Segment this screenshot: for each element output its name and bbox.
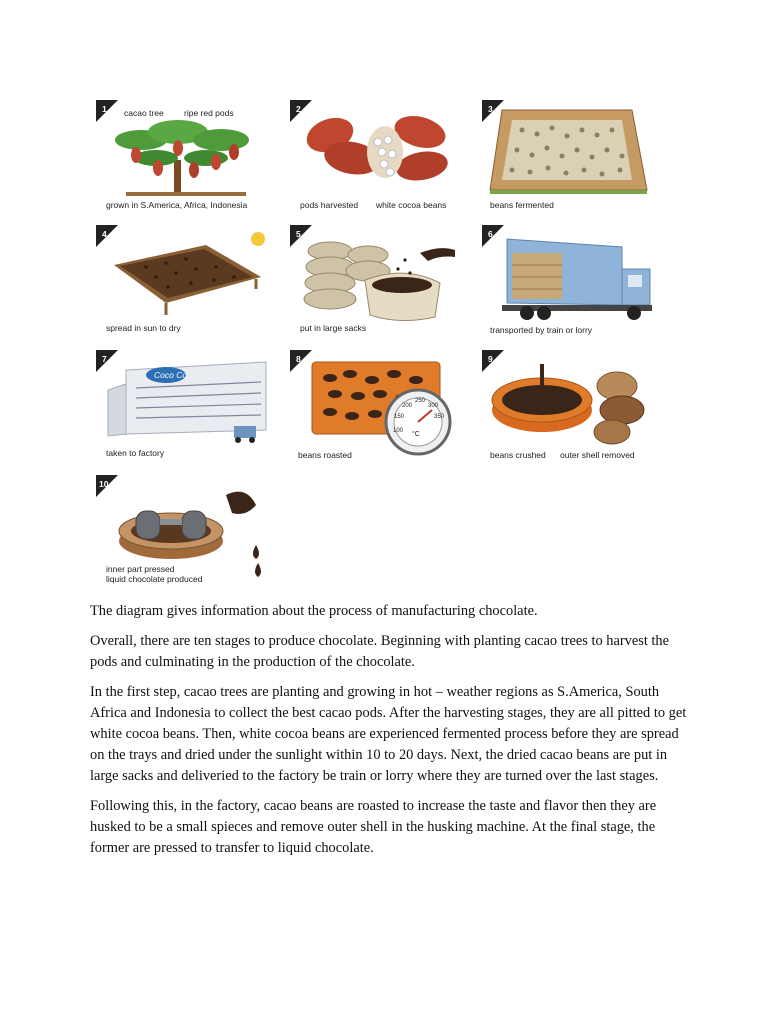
- badge-number: 3: [488, 104, 493, 114]
- label-put-in-sacks: put in large sacks: [300, 323, 367, 333]
- stage-8-panel: [290, 350, 460, 468]
- gauge-tick-label: 200: [402, 403, 413, 409]
- badge-number: 10: [99, 479, 109, 489]
- stage-9-panel: [482, 350, 652, 468]
- gauge-tick-label: 100: [393, 428, 404, 434]
- stage-6-panel: [482, 225, 652, 343]
- label-pods-harvested: pods harvested: [300, 200, 359, 210]
- essay-paragraph: The diagram gives information about the process of manufacturing chocolate.: [90, 603, 538, 619]
- essay-paragraph: In the first step, cacao trees are planting and growing in hot – weather regions as S.America, South Africa and Indonesia to collect the best cacao pods. After the harvesting stages, they are all pitted to get white cocoa beans. Then, white cocoa beans are experienced fermented process before they are spread on the trays and dried under the sunlight within 10 to 20 days. Next, the dried cacao beans are put in large sacks and deliveried to the factory be train or lorry where they are turned over the last stages.: [90, 684, 687, 784]
- label-transported: transported by train or lorry: [490, 325, 593, 335]
- badge-number: 1: [102, 104, 107, 114]
- label-beans-roasted: beans roasted: [298, 450, 352, 460]
- badge-number: 7: [102, 354, 107, 364]
- stage-5-panel: [290, 225, 460, 343]
- gauge-tick-label: 350: [434, 414, 445, 420]
- stage-2-panel: [290, 100, 460, 218]
- badge-number: 5: [296, 229, 301, 239]
- label-cacao-tree: cacao tree: [124, 108, 164, 118]
- label-liquid-chocolate: liquid chocolate produced: [106, 574, 203, 584]
- stage-4-panel: [96, 225, 266, 343]
- essay-paragraph: Following this, in the factory, cacao beans are roasted to increase the taste and flavor then they are husked to be a small spieces and remove outer shell in the husking machine. At the final stage, the former are pressed to transfer to liquid chocolate.: [90, 798, 657, 856]
- badge-number: 6: [488, 229, 493, 239]
- factory-sign-text: Coco Co: [154, 370, 188, 380]
- gauge-tick-label: 250: [415, 398, 426, 404]
- stage-1-panel: [96, 100, 266, 218]
- caption-grown: grown in S.America, Africa, Indonesia: [106, 200, 248, 210]
- essay-body: [90, 601, 690, 868]
- gauge-tick-label: 150: [394, 414, 405, 420]
- label-inner-part-pressed: inner part pressed: [106, 564, 175, 574]
- stage-10-panel: [96, 475, 266, 593]
- badge-number: 9: [488, 354, 493, 364]
- essay-paragraph: Overall, there are ten stages to produce chocolate. Beginning with planting cacao trees to harvest the pods and culminating in the production of the chocolate.: [90, 633, 670, 670]
- label-spread-in-sun: spread in sun to dry: [106, 323, 181, 333]
- badge-number: 4: [102, 229, 107, 239]
- stage-7-panel: [96, 350, 266, 468]
- badge-number: 8: [296, 354, 301, 364]
- badge-number: 2: [296, 104, 301, 114]
- label-beans-fermented: beans fermented: [490, 200, 554, 210]
- label-taken-to-factory: taken to factory: [106, 448, 165, 458]
- label-white-cocoa-beans: white cocoa beans: [376, 200, 447, 210]
- label-ripe-red-pods: ripe red pods: [184, 108, 234, 118]
- label-outer-shell-removed: outer shell removed: [560, 450, 635, 460]
- stage-3-panel: [482, 100, 652, 218]
- label-beans-crushed: beans crushed: [490, 450, 546, 460]
- gauge-tick-label: 300: [428, 403, 439, 409]
- gauge-unit: °C: [412, 431, 420, 438]
